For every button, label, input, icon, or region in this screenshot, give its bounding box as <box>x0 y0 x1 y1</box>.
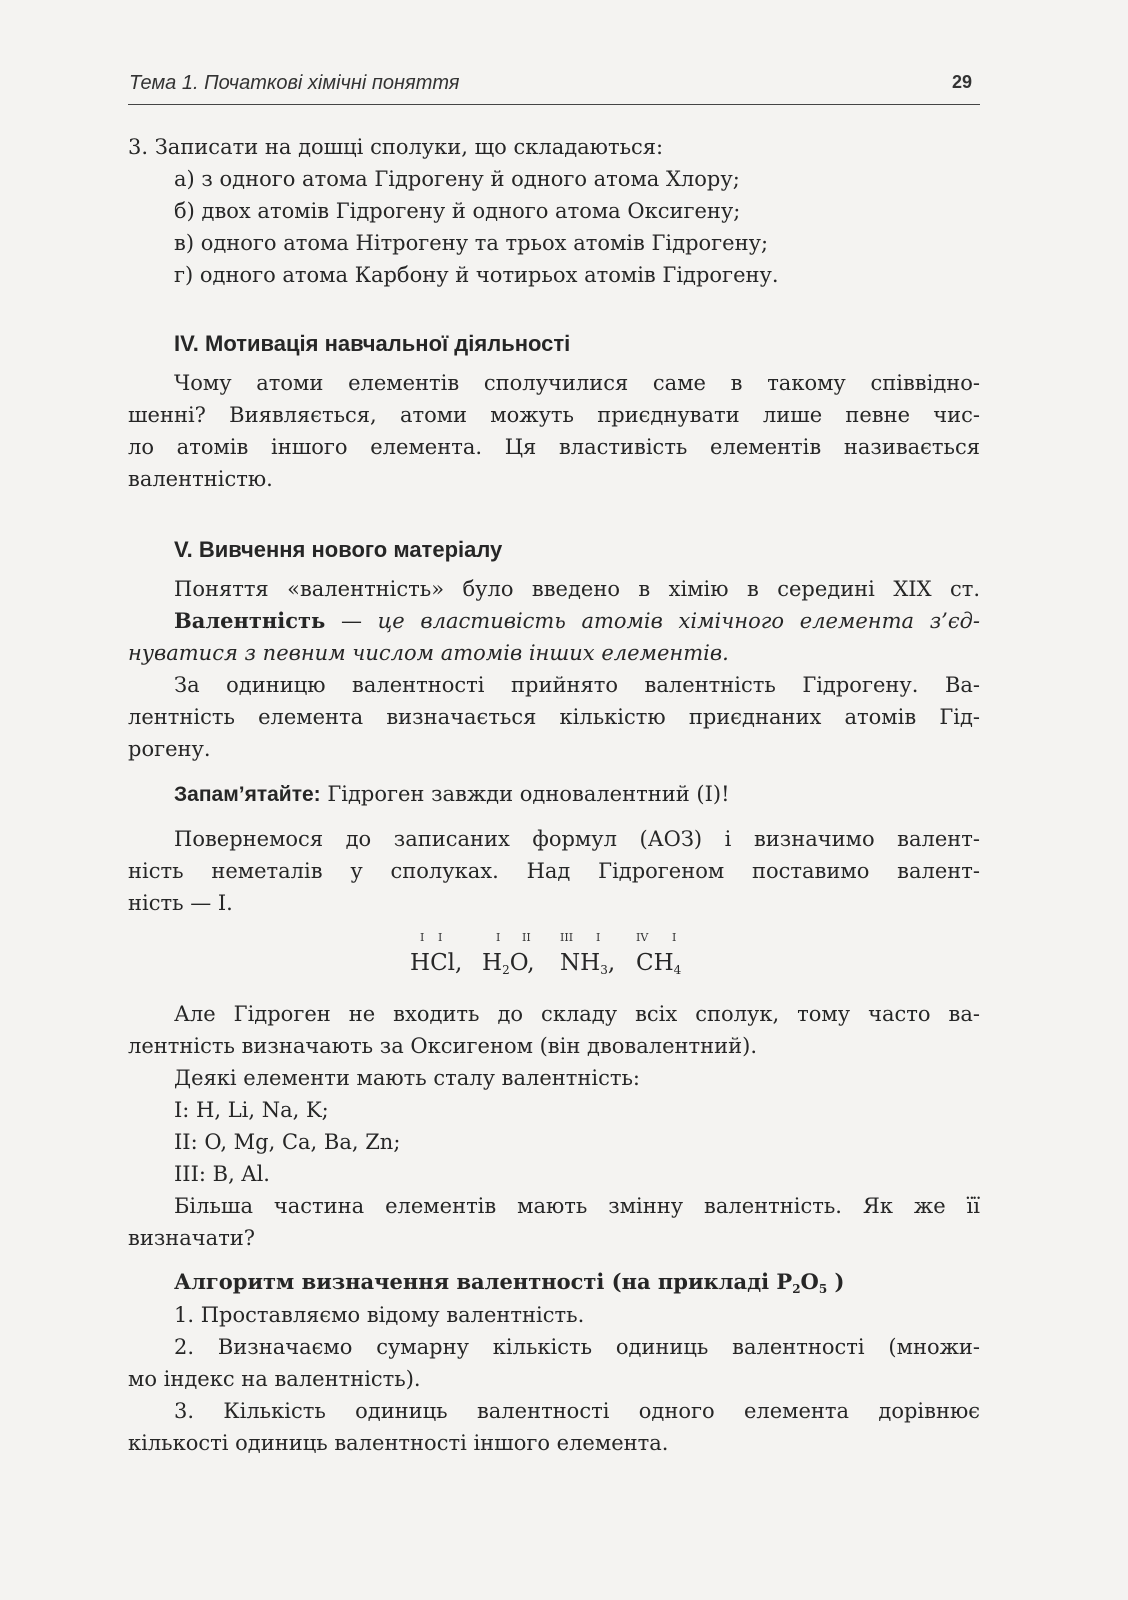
unit-line-3: рогену. <box>128 737 211 761</box>
return-line-1: Повернемося до записаних формул (АОЗ) і визначимо валент- <box>174 827 980 851</box>
definition-dash: — <box>325 609 378 633</box>
section4-heading: IV. Мотивація навчальної діяльності <box>174 331 571 356</box>
task3-item-d: г) одного атома Карбону й чотирьох атомів Гідрогену. <box>174 263 779 287</box>
variable-line-1: Більша частина елементів мають змінну валентність. Як же її <box>174 1194 980 1218</box>
algorithm-title: Алгоритм визначення валентності (на прикладі $P_2O_5$ ) <box>174 1269 845 1296</box>
section4-line-3: ло атомів іншого елемента. Ця властивість елементів називається <box>128 435 980 459</box>
constant-intro: Деякі елементи мають сталу валентність: <box>174 1066 640 1090</box>
task3-item-c: в) одного атома Нітрогену та трьох атомів Гідрогену; <box>174 231 769 255</box>
section4-line-4: валентністю. <box>128 467 273 491</box>
return-line-3: ність — I. <box>128 891 233 915</box>
val-h2o-o: II <box>522 931 531 944</box>
valence-definition-line-1 <box>174 605 980 637</box>
task3-item-a: а) з одного атома Гідрогену й одного атома Хлору; <box>174 167 740 191</box>
algorithm-step-2-line-1: 2. Визначаємо сумарну кількість одиниць валентності (множи- <box>174 1335 980 1359</box>
return-line-2: ність неметалів у сполуках. Над Гідрогеном поставимо валент- <box>128 859 980 883</box>
algorithm-step-2-line-2: мо індекс на валентність). <box>128 1367 421 1391</box>
val-ch4-h: I <box>672 931 677 944</box>
variable-line-2: визначати? <box>128 1226 256 1250</box>
unit-line-1: За одиницю валентності прийнято валентність Гідрогену. Ва- <box>174 673 980 697</box>
val-h2o-h: I <box>496 931 501 944</box>
formula-hcl: HCl, <box>410 950 463 976</box>
val-nh3-n: III <box>560 931 574 944</box>
valence-definition-line-2: нуватися з певним числом атомів інших елементів. <box>128 641 729 665</box>
section4-line-1: Чому атоми елементів сполучилися саме в такому співвідно- <box>174 371 980 395</box>
formula-nh3: $NH_3$, <box>560 950 616 977</box>
formula-ch4: $CH_4$ <box>636 950 682 977</box>
val-hcl-cl: I <box>438 931 443 944</box>
running-header-title: Тема 1. Початкові хімічні поняття <box>129 72 460 94</box>
oxygen-line-2: лентність визначають за Оксигеном (він двовалентний). <box>128 1034 757 1058</box>
task3-intro: 3. Записати на дошці сполуки, що складаються: <box>128 135 664 159</box>
section4-line-2: шенні? Виявляється, атоми можуть приєднувати лише певне чис- <box>128 403 980 427</box>
constant-row-3: III: B, Al. <box>174 1162 270 1186</box>
section5-intro: Поняття «валентність» було введено в хімію в середині XIX ст. <box>174 577 980 601</box>
remember-text: Гідроген завжди одновалентний (I)! <box>320 782 730 806</box>
val-hcl-h: I <box>420 931 425 944</box>
definition-term: Валентність <box>174 608 326 633</box>
val-ch4-c: IV <box>636 931 649 944</box>
definition-text-1: це властивість атомів хімічного елемента з’єд- <box>377 609 980 633</box>
formula-h2o: $H_2O$, <box>482 950 535 977</box>
section5-heading: V. Вивчення нового матеріалу <box>174 537 503 562</box>
constant-row-2: II: O, Mg, Ca, Ba, Zn; <box>174 1130 401 1154</box>
oxygen-line-1: Але Гідроген не входить до складу всіх сполук, тому часто ва- <box>174 1002 980 1026</box>
val-nh3-h: I <box>596 931 601 944</box>
constant-row-1: I: H, Li, Na, K; <box>174 1098 329 1122</box>
remember-note <box>174 778 980 811</box>
algorithm-step-3-line-2: кількості одиниць валентності іншого елемента. <box>128 1431 669 1455</box>
task3-item-b: б) двох атомів Гідрогену й одного атома Оксигену; <box>174 199 741 223</box>
valence-formulas <box>410 932 710 988</box>
algorithm-step-3-line-1: 3. Кількість одиниць валентності одного елемента дорівнює <box>174 1399 980 1423</box>
algorithm-step-1: 1. Проставляємо відому валентність. <box>174 1303 585 1327</box>
unit-line-2: лентність елемента визначається кількістю приєднаних атомів Гід- <box>128 705 980 729</box>
page-number: 29 <box>952 72 973 92</box>
remember-label: Запам’ятайте: <box>174 783 321 806</box>
header-rule <box>128 104 980 105</box>
